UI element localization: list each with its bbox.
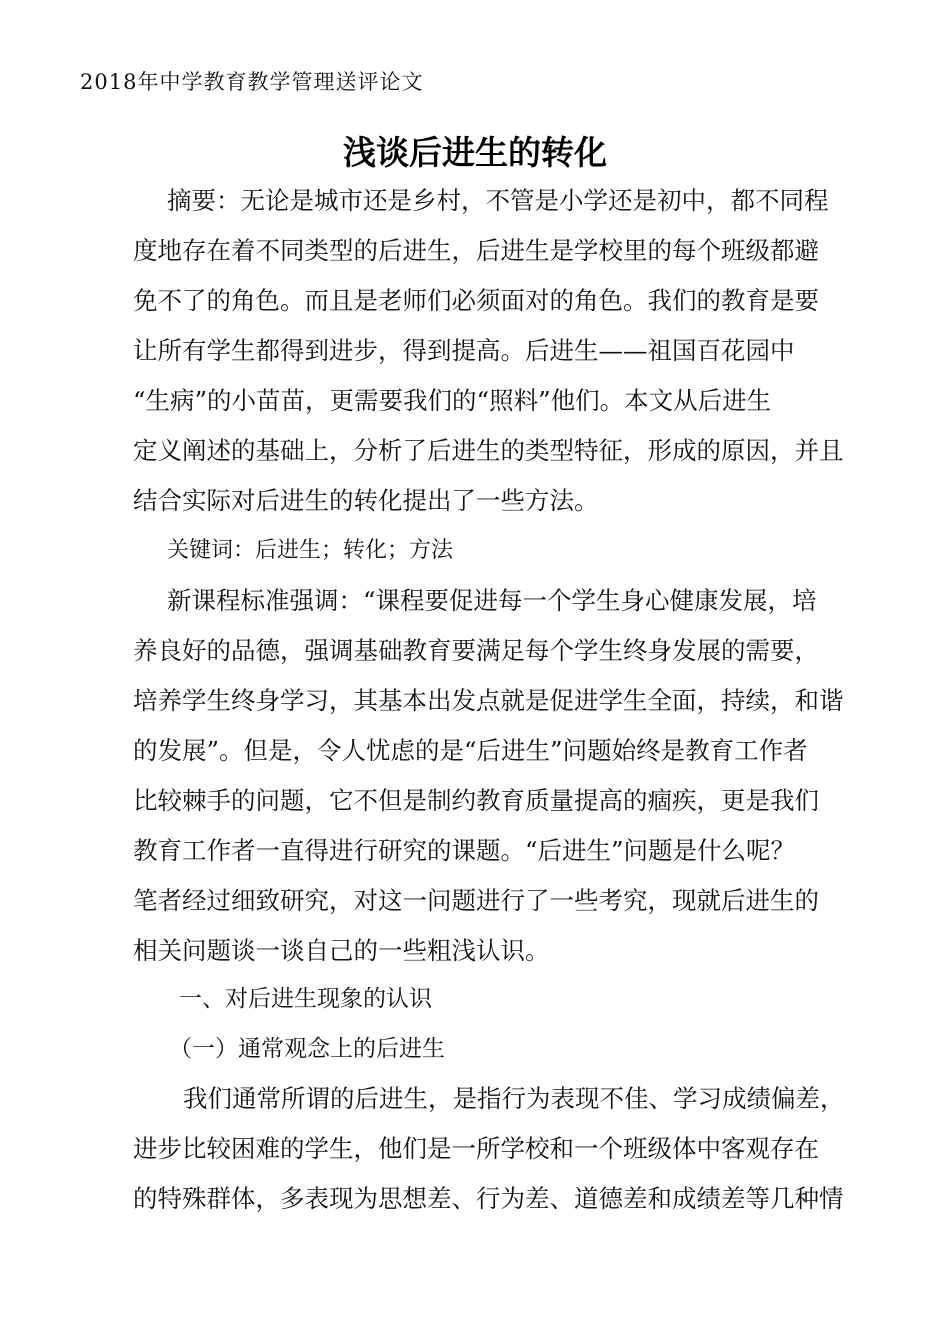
abstract-line: 定义阐述的基础上，分析了后进生的类型特征，形成的原因，并且 (133, 436, 844, 465)
intro-line: 的发展”。但是，令人忧虑的是“后进生”问题始终是教育工作者 (133, 736, 808, 765)
document-title: 浅谈后进生的转化 (343, 133, 607, 172)
subsection-heading: （一）通常观念上的后进生 (169, 1036, 445, 1062)
section-1 (133, 974, 845, 1224)
intro-line: 培养学生终身学习，其基本出发点就是促进学生全面，持续，和谐 (133, 686, 844, 715)
abstract-line: 免不了的角色。而且是老师们必须面对的角色。我们的教育是要 (133, 286, 819, 315)
abstract-line: 让所有学生都得到进步，得到提高。后进生——祖国百花园中 (133, 336, 795, 365)
abstract-line: 摘要：无论是城市还是乡村，不管是小学还是初中，都不同程 (167, 186, 829, 215)
intro-line: 新课程标准强调：“课程要促进每一个学生身心健康发展，培 (167, 586, 817, 615)
running-header: 2018年中学教育教学管理送评论文 (80, 70, 424, 94)
intro-line: 教育工作者一直得进行研究的课题。“后进生”问题是什么呢？ (133, 836, 796, 865)
section-line: 的特殊群体，多表现为思想差、行为差、道德差和成绩差等几种情 (133, 1184, 844, 1213)
abstract (133, 176, 845, 526)
section-line: 我们通常所谓的后进生，是指行为表现不佳、学习成绩偏差， (183, 1084, 845, 1113)
section-line: 进步比较困难的学生，他们是一所学校和一个班级体中客观存在 (133, 1134, 819, 1163)
section-heading: 一、对后进生现象的认识 (179, 986, 432, 1012)
abstract-line: “生病”的小苗苗，更需要我们的“照料”他们。本文从后进生 (133, 386, 772, 415)
keywords-line: 关键词：后进生；转化；方法 (167, 538, 454, 563)
intro-line: 养良好的品德，强调基础教育要满足每个学生终身发展的需要， (133, 636, 819, 665)
abstract-line: 度地存在着不同类型的后进生，后进生是学校里的每个班级都避 (133, 236, 819, 265)
intro-line: 笔者经过细致研究，对这一问题进行了一些考究，现就后进生的 (133, 886, 819, 915)
intro-line: 比较棘手的问题，它不但是制约教育质量提高的痼疾，更是我们 (133, 786, 819, 815)
introduction (133, 576, 845, 976)
intro-line: 相关问题谈一谈自己的一些粗浅认识。 (133, 936, 550, 965)
keywords (133, 526, 845, 576)
abstract-line: 结合实际对后进生的转化提出了一些方法。 (133, 486, 599, 515)
